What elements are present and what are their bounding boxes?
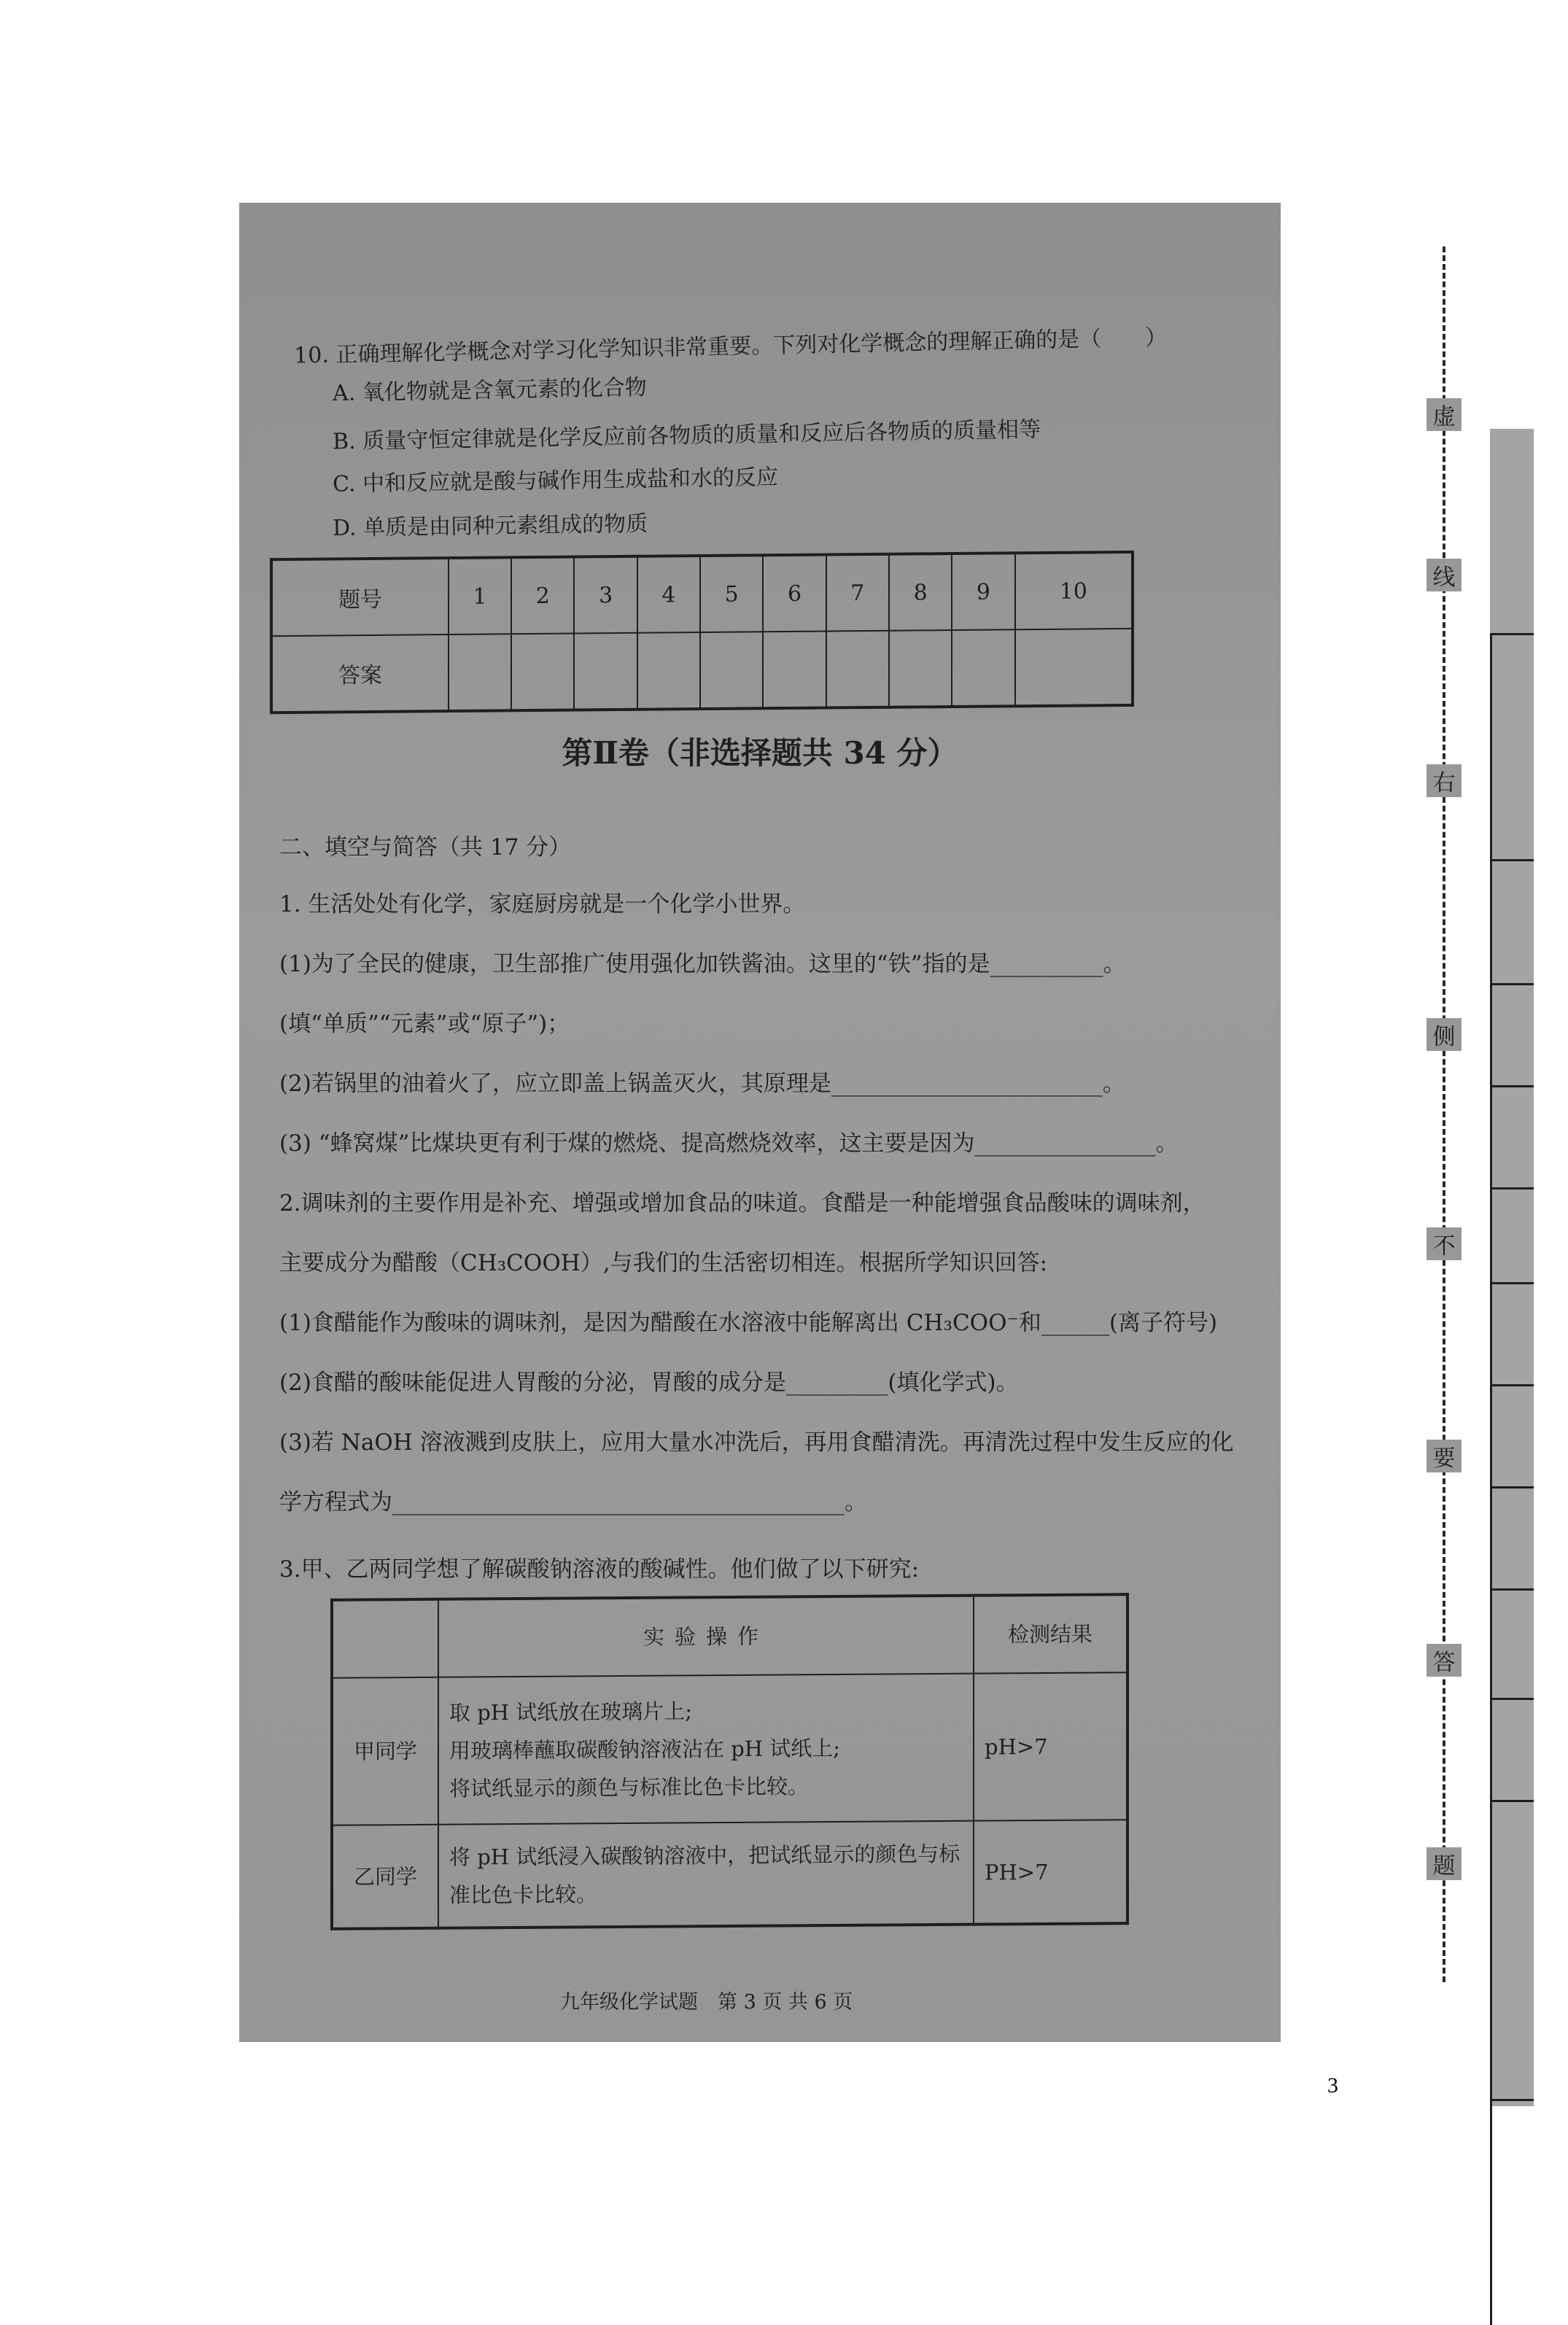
- adjacent-page-rule: [1490, 1588, 1534, 1591]
- operation-step: 用玻璃棒蘸取碳酸钠溶液沾在 pH 试纸上;: [449, 1736, 841, 1763]
- operation-step: 将 pH 试纸浸入碳酸钠溶液中，把试纸显示的颜色与标: [449, 1841, 960, 1870]
- experiment-header-operation: 实验操作: [438, 1596, 974, 1677]
- q2-part2: (2)食醋的酸味能促进人胃酸的分泌，胃酸的成分是_________(填化学式)。: [279, 1370, 1019, 1396]
- q10-stem: 10. 正确理解化学概念对学习化学知识非常重要。下列对化学概念的理解正确的是（ ）: [293, 325, 1168, 369]
- answer-cell[interactable]: [700, 632, 763, 709]
- experiment-student: 甲同学: [332, 1677, 438, 1825]
- binding-dashed-line: [1443, 247, 1445, 1982]
- q2-intro-line1: 2.调味剂的主要作用是补充、增强或增加食品的味道。食醋是一种能增强食品酸味的调味剂，: [279, 1190, 1206, 1216]
- adjacent-page-rule: [1490, 633, 1534, 635]
- q3-intro: 3.甲、乙两同学想了解碳酸钠溶液的酸碱性。他们做了以下研究:: [279, 1556, 920, 1583]
- binding-line-char: 右: [1427, 764, 1462, 797]
- q1-part2: (2)若锅里的油着火了，应立即盖上锅盖灭火，其原理是________________________。: [279, 1071, 1125, 1097]
- experiment-student: 乙同学: [332, 1825, 438, 1929]
- q10-option-b: B. 质量守恒定律就是化学反应前各物质的质量和反应后各物质的质量相等: [332, 416, 1041, 455]
- operation-step: 将试纸显示的颜色与标准比色卡比较。: [449, 1774, 810, 1801]
- binding-line-char: 不: [1427, 1227, 1462, 1260]
- binding-line-char: 虚: [1427, 398, 1462, 431]
- adjacent-page-rule: [1490, 859, 1534, 861]
- q2-part1: (1)食醋能作为酸味的调味剂，是因为醋酸在水溶液中能解离出 CH₃COO⁻和______(离子符号): [279, 1310, 1218, 1336]
- page-number: 3: [1327, 2073, 1338, 2097]
- question-number-cell: 7: [826, 554, 889, 632]
- question-number-cell: 8: [889, 554, 952, 631]
- q1-part1: (1)为了全民的健康，卫生部推广使用强化加铁酱油。这里的“铁”指的是__________。: [279, 951, 1126, 977]
- question-number-cell: 4: [637, 556, 700, 633]
- q10-option-d: D. 单质是由同种元素组成的物质: [332, 511, 648, 542]
- answer-cell[interactable]: [449, 634, 511, 711]
- adjacent-page-rule: [1490, 1187, 1534, 1189]
- adjacent-page-edge: [1490, 429, 1534, 2106]
- operation-step: 取 pH 试纸放在玻璃片上;: [449, 1699, 693, 1726]
- experiment-table: [330, 1593, 1129, 1930]
- experiment-operation: [438, 1821, 974, 1928]
- experiment-header-blank: [332, 1599, 438, 1678]
- q2-part3-line1: (3)若 NaOH 溶液溅到皮肤上，应用大量水冲洗后，再用食醋清洗。再清洗过程中发生反应的化: [279, 1429, 1234, 1456]
- adjacent-page-rule: [1490, 2099, 1534, 2101]
- volume-2-title: 第Ⅱ卷（非选择题共 34 分）: [562, 735, 958, 771]
- question-number-cell: 6: [763, 555, 826, 632]
- adjacent-page-rule: [1490, 1800, 1534, 1802]
- adjacent-page-rule: [1490, 1282, 1534, 1284]
- experiment-table-header: [332, 1594, 1128, 1678]
- q1-intro: 1. 生活处处有化学，家庭厨房就是一个化学小世界。: [279, 891, 806, 917]
- q2-part3-line2: 学方程式为________________________________________。: [279, 1489, 867, 1515]
- q10-option-a: A. 氧化物就是含氧元素的化合物: [332, 374, 648, 407]
- binding-line-char: 题: [1427, 1847, 1462, 1880]
- answer-grid-answer-row: [271, 629, 1133, 713]
- answer-cell[interactable]: [826, 631, 889, 708]
- question-number-cell: 5: [700, 555, 763, 632]
- experiment-operation: [438, 1674, 974, 1825]
- adjacent-page-rule: [1490, 1698, 1534, 1700]
- answer-grid: [270, 551, 1134, 714]
- q10-option-c: C. 中和反应就是酸与碱作用生成盐和水的反应: [332, 465, 779, 497]
- answer-grid-row-label: 题号: [271, 558, 449, 636]
- answer-grid-row-label: 答案: [271, 634, 449, 713]
- adjacent-page-rule: [1490, 1085, 1534, 1087]
- question-number-cell: 10: [1015, 552, 1133, 629]
- adjacent-page-rule: [1490, 1486, 1534, 1488]
- q1-part3: (3) “蜂窝煤”比煤块更有利于煤的燃烧、提高燃烧效率，这主要是因为________________。: [279, 1130, 1179, 1157]
- answer-cell[interactable]: [511, 634, 574, 711]
- answer-cell[interactable]: [1015, 629, 1133, 706]
- answer-grid-number-row: [271, 552, 1133, 636]
- adjacent-page-border: [1490, 633, 1492, 2325]
- binding-line-char: 侧: [1427, 1018, 1462, 1051]
- question-number-cell: 1: [449, 557, 511, 634]
- section-2-heading: 二、填空与简答（共 17 分）: [279, 834, 572, 861]
- answer-cell[interactable]: [574, 633, 637, 710]
- answer-cell[interactable]: [637, 632, 700, 710]
- experiment-header-result: 检测结果: [974, 1594, 1128, 1673]
- answer-cell[interactable]: [889, 630, 952, 707]
- experiment-row: [332, 1820, 1128, 1929]
- q2-intro-line2: 主要成分为醋酸（CH₃COOH）,与我们的生活密切相连。根据所学知识回答:: [279, 1250, 1048, 1276]
- question-number-cell: 3: [574, 556, 637, 634]
- experiment-result: PH>7: [974, 1820, 1128, 1925]
- scanned-exam-photo: [239, 203, 1456, 2042]
- adjacent-page-rule: [1490, 983, 1534, 985]
- answer-cell[interactable]: [952, 629, 1014, 707]
- binding-line-char: 要: [1427, 1440, 1462, 1472]
- binding-line-char: 答: [1427, 1644, 1462, 1677]
- page-footer: 九年级化学试题 第 3 页 共 6 页: [560, 1991, 853, 2014]
- answer-cell[interactable]: [763, 632, 826, 709]
- question-number-cell: 9: [952, 553, 1014, 630]
- operation-step: 准比色卡比较。: [449, 1881, 598, 1908]
- adjacent-page-rule: [1490, 1384, 1534, 1386]
- binding-line-char: 线: [1427, 559, 1462, 591]
- experiment-row: [332, 1672, 1128, 1825]
- experiment-result: pH>7: [974, 1672, 1128, 1821]
- question-number-cell: 2: [511, 557, 574, 634]
- q1-part1-note: (填“单质”“元素”或“原子”)；: [279, 1011, 570, 1037]
